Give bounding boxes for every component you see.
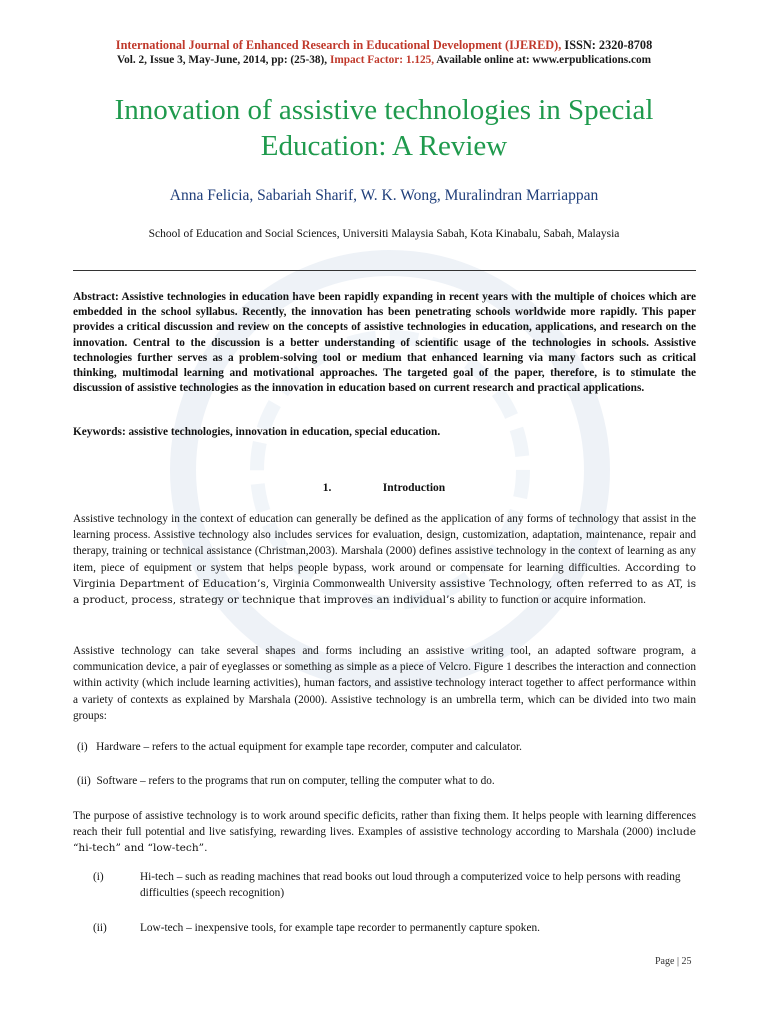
divider — [73, 270, 696, 271]
availability: Available online at: www.erpublications.com — [436, 54, 652, 66]
section-heading — [0, 482, 768, 494]
intro-paragraph-2: Assistive technology can take several shapes and forms including an assistive writing tool, an adapted software program, a communication device, a pair of eyeglasses or something as simple as a piece of Velcro. Figure 1 describes the interaction and connection within activity (which include learning activities), human factors, and assistive technology interact together to affect performance within a variety of contexts as explained by Marshala (2000). Assistive technology is an umbrella term, which can be divided into two main groups: — [73, 645, 696, 722]
journal-details — [0, 54, 768, 66]
para3-text-b: include “hi-tech” and “low-tech”. — [73, 826, 696, 855]
journal-volume: Vol. 2, Issue 3, May-June, 2014, pp: (25-38), — [116, 54, 328, 66]
sublist-number: (ii) — [93, 922, 107, 934]
impact-factor: Impact Factor: 1.125, — [329, 54, 435, 66]
para1-text-b: According to Virginia Department of Education’s, — [73, 561, 696, 590]
section-title: Introduction — [382, 482, 446, 494]
abstract: Abstract: Assistive technologies in education have been rapidly expanding in recent years with the multiple of choices which are embedded in the school syllabus. Recently, the innovation has been penetrating schools worldwide more rapidly. This paper provides a critical discussion and review on the concepts of assistive technologies in education, applications, and research on the innovation. Central to the discussion is a better understanding of scientific usage of the technologies in schools. Assistive technologies further serves as a problem-solving tool or medium that enhanced learning via many factors such as critical thinking, multimodal learning and motivational approaches. The targeted goal of the paper, therefore, is to stimulate the discussion of assistive technologies as the innovation in education based on current research and practical applications. — [73, 291, 696, 395]
para1-text-a: Assistive technology in the context of education can generally be defined as the application of any forms of technology that assist in the learning process. Assistive technology also includes services for evaluation, design, customization, adaptation, maintenance, repair and therapy, training or technical assistance (Christman,2003). Marshala (2000) defines assistive technology in the context of learning as any item, piece of equipment or system that helps people bypass, work around or compensate for learning difficulties. — [73, 513, 696, 574]
paper-title-line-1: Innovation of assistive technologies in Special — [114, 94, 654, 126]
intro-paragraph-3 — [73, 808, 696, 857]
paper-title — [40, 92, 728, 164]
para1-text-c: Virginia Commonwealth University — [272, 577, 437, 590]
intro-paragraph-1 — [73, 511, 696, 608]
keywords: Keywords: assistive technologies, innovation in education, special education. — [73, 426, 441, 438]
list-item-software: (ii) Software – refers to the programs that run on computer, telling the computer what to do. — [77, 775, 495, 787]
page-number: Page | 25 — [655, 956, 692, 967]
para3-text-a: The purpose of assistive technology is to work around specific deficits, rather than fixing them. It helps people with learning differences reach their full potential and live satisfying, rewarding lives. Examples of assistive technology according to Marshala (2000) — [73, 810, 696, 839]
para1-text-d: assistive Technology, often referred to as AT, is a product, process, strategy or technique that improves an individual’s — [73, 577, 697, 607]
list-item-hardware: (i) Hardware – refers to the actual equipment for example tape recorder, computer and calculator. — [77, 741, 522, 753]
journal-header — [0, 38, 768, 53]
paper-title-line-2: Education: A Review — [260, 130, 508, 162]
journal-issn: ISSN: 2320-8708 — [564, 38, 653, 52]
journal-name: International Journal of Enhanced Research in Educational Development (IJERED), — [115, 38, 562, 52]
sublist-text: Low-tech – inexpensive tools, for example tape recorder to permanently capture spoken. — [140, 922, 540, 934]
sublist-text: Hi-tech – such as reading machines that read books out loud through a computerized voice to help persons with reading difficulties (speech recognition) — [140, 871, 681, 900]
affiliation: School of Education and Social Sciences, Universiti Malaysia Sabah, Kota Kinabalu, Sabah, Malaysia — [148, 228, 620, 240]
authors: Anna Felicia, Sabariah Sharif, W. K. Wong, Muralindran Marriappan — [169, 187, 599, 204]
sublist-number: (i) — [93, 871, 104, 883]
para1-text-e: ability to function or acquire information. — [457, 594, 646, 607]
section-number: 1. — [322, 482, 332, 494]
